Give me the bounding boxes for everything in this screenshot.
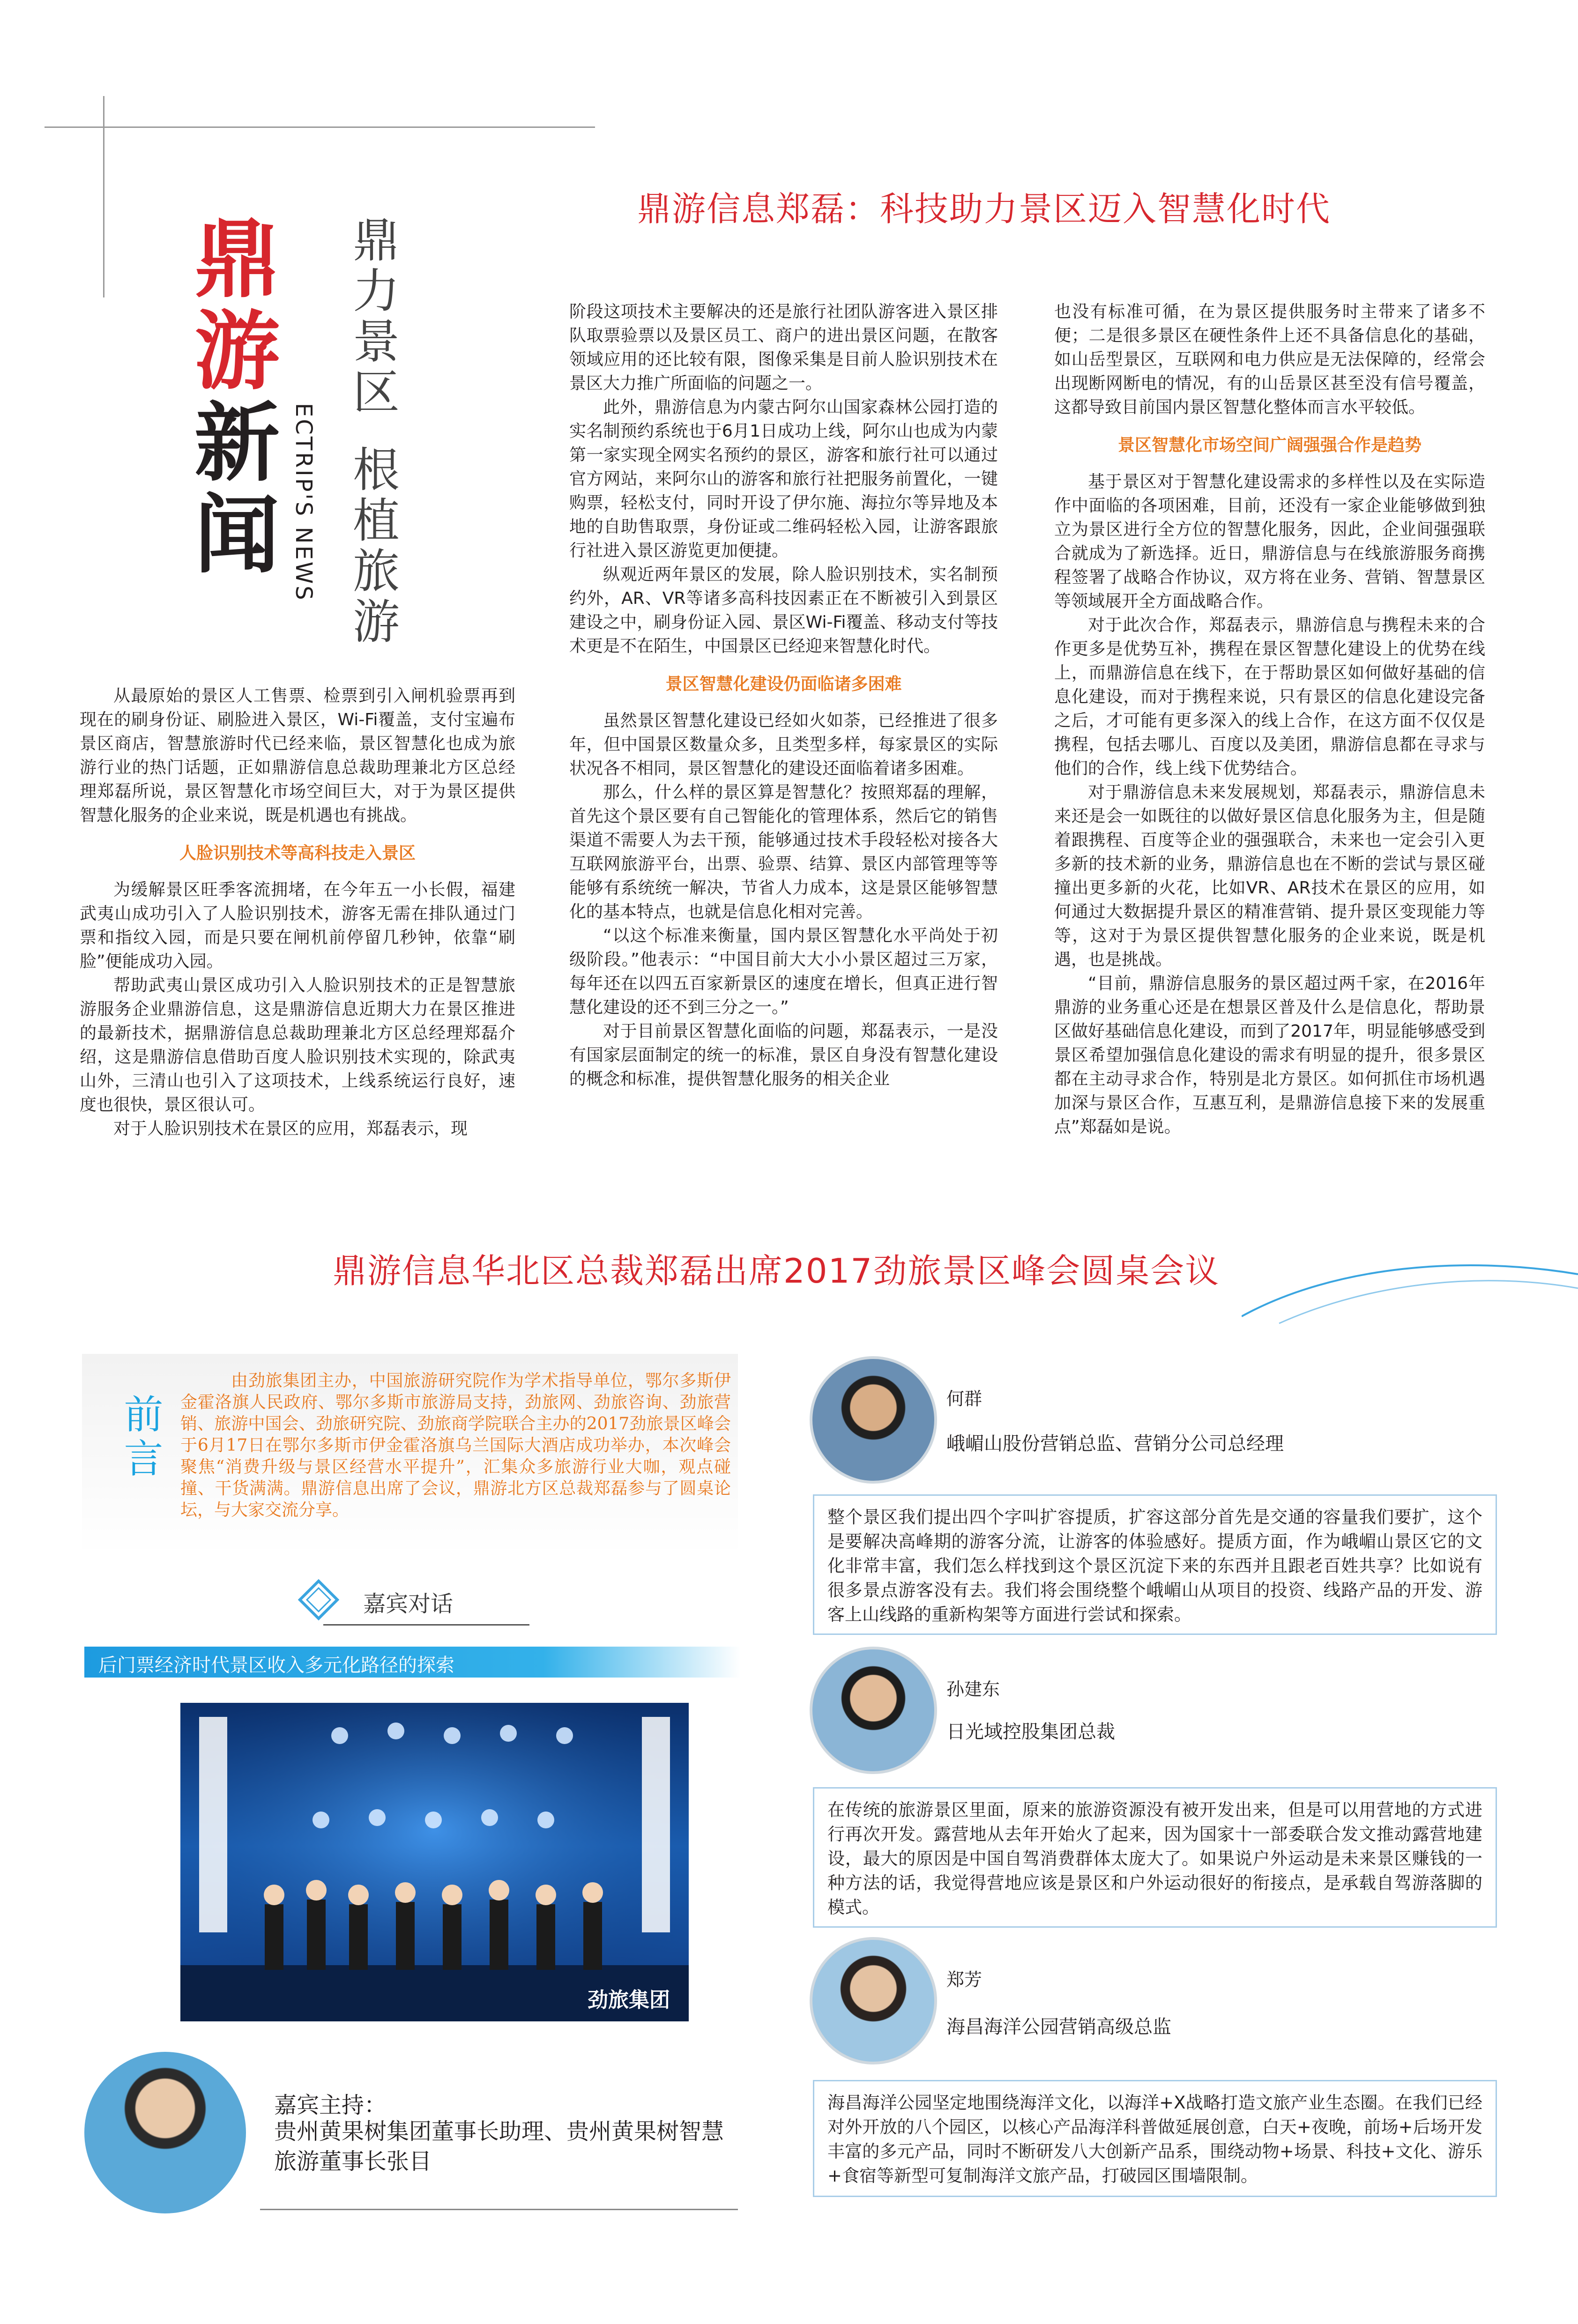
dialogue-label-wrap [276,1567,539,1628]
speaker-quote: 整个景区我们提出四个字叫扩容提质，扩容这部分首先是交通的容量我们要扩，这个是要解决高峰期的游客分流，让游客的体验感好。提质方面，作为峨嵋山景区它的文化非常丰富，我们怎么样找到这个景区沉淀下来的东西并且跟老百姓共享？比如说有很多景点游客没有去。我们将会围绕整个峨嵋山从项目的投资、线路产品的开发、游客上山线路的重新构架等方面进行尝试和探索。 [813,1494,1497,1635]
section-heading: 人脸识别技术等高科技走入景区 [179,844,416,863]
paragraph: 纵观近两年景区的发展，除人脸识别技术，实名制预约外，AR、VR等诸多高科技因素正在不断被引入到景区建设之中，刷身份证入园、景区Wi-Fi覆盖、移动支付等技术更是不在陌生，中国景区已经迎来智慧化时代。 [569,565,998,656]
paragraph: 对于此次合作，郑磊表示，鼎游信息与携程未来的合作更多是优势互补，携程在景区智慧化建设上的优势在线上，而鼎游信息在线下，在于帮助景区如何做好基础的信息化建设，而对于携程来说，只有景区的信息化建设完备之后，才可能有更多深入的线上合作，在这方面不仅仅是携程，包括去哪儿、百度以及美团，鼎游信息都在寻求与他们的合作，线上线下优势结合。 [1054,616,1485,778]
speaker-name: 孙建东 [946,1679,1000,1700]
speaker-avatar [810,1937,937,2064]
decorative-wave-icon [1242,1246,1578,1330]
masthead-vline [103,96,104,297]
masthead-hline [45,126,595,128]
paragraph: 那么，什么样的景区算是智慧化？按照郑磊的理解，首先这个景区要有自己智能化的管理体系，然后它的销售渠道不需要人为去干预，能够通过技术手段轻松对接各大互联网旅游平台，出票、验票、结算、景区内部管理等等能够有系统统一解决，节省人力成本，这是景区能够智慧化的基本特点，也就是信息化相对完善。 [569,783,998,921]
article1-column-2 [569,300,998,1091]
host-label: 嘉宾主持： [274,2092,387,2118]
paragraph: “以这个标准来衡量，国内景区智慧化水平尚处于初级阶段。”他表示：“中国目前大大小小景区超过三万家，每年还在以四五百家新景区的速度在增长，但真正进行智慧化建设的还不到三分之一。” [569,926,998,1017]
paragraph: “目前，鼎游信息服务的景区超过两千家，在2016年鼎游的业务重心还是在想景区普及什么是信息化，帮助景区做好基础信息化建设，而到了2017年，明显能够感受到景区希望加强信息化建设的需求有明显的提升，很多景区都在主动寻求合作，特别是北方景区。如何抓住市场机遇加深与景区合作，互惠互利，是鼎游信息接下来的发展重点”郑磊如是说。 [1054,974,1485,1136]
section-heading: 景区智慧化市场空间广阔强强合作是趋势 [1117,436,1422,455]
section-heading: 景区智慧化建设仍面临诸多困难 [665,675,902,694]
paragraph: 此外，鼎游信息为内蒙古阿尔山国家森林公园打造的实名制预约系统也于6月1日成功上线，阿尔山也成为内蒙第一家实现全网实名预约的景区，游客和旅行社可以通过官方网站，来阿尔山的游客和旅行社把服务前置化，一键购票，轻松支付，同时开设了伊尔施、海拉尔等异地及本地的自助售取票，身份证或二维码轻松入园，让游客跟旅行社进入景区游览更加便捷。 [569,398,998,560]
paragraph: 对于鼎游信息未来发展规划，郑磊表示，鼎游信息未来还是会一如既往的以做好景区信息化服务为主，但是随着跟携程、百度等企业的强强联合，未来也一定会引入更多新的技术新的业务，鼎游信息也在不断的尝试与景区碰撞出更多新的火花，比如VR、AR技术在景区的应用，如何通过大数据提升景区的精准营销、提升景区变现能力等等，这对于为景区提供智慧化服务的企业来说，既是机遇，也是挑战。 [1054,783,1485,969]
speaker-name: 郑芳 [946,1969,983,1990]
speaker-avatar [810,1356,937,1484]
preface-label: 前言 [118,1394,164,1482]
paragraph: 为缓解景区旺季客流拥堵，在今年五一小长假，福建武夷山成功引入了人脸识别技术，游客无需在排队通过门票和指纹入园，而是只要在闸机前停留几秒钟，依靠“刷脸”便能成功入园。 [80,880,515,971]
dialogue-label: 嘉宾对话 [363,1591,454,1617]
article1-title: 鼎游信息郑磊：科技助力景区迈入智慧化时代 [637,189,1331,229]
masthead-slogan-1: 鼎力景区 [345,215,400,418]
masthead-brand [194,209,288,585]
photo-logo: 劲旅集团 [588,1988,670,2012]
article1-column-1 [80,684,515,1141]
speaker-quote: 在传统的旅游景区里面，原来的旅游资源没有被开发出来，但是可以用营地的方式进行再次开发。露营地从去年开始火了起来，因为国家十一部委联合发文推动露营地建设，最大的原因是中国自驾消费群体太庞大了。如果说户外运动是未来景区赚钱的一种方法的话，我觉得营地应该是景区和户外运动很好的衔接点，是承载自驾游落脚的模式。 [813,1787,1497,1928]
conference-photo [180,1703,689,2021]
preface-text: 由劲旅集团主办，中国旅游研究院作为学术指导单位，鄂尔多斯伊金霍洛旗人民政府、鄂尔多斯市旅游局支持，劲旅网、劲旅咨询、劲旅营销、旅游中国会、劲旅研究院、劲旅商学院联合主办的2017劲旅景区峰会于6月17日在鄂尔多斯市伊金霍洛旗乌兰国际大酒店成功举办，本次峰会聚焦“消费升级与景区经营水平提升”，汇集众多旅游行业大咖，观点碰撞、干货满满。鼎游信息出席了会议，鼎游北方区总裁郑磊参与了圆桌论坛，与大家交流分享。 [180,1371,731,1520]
paragraph: 阶段这项技术主要解决的还是旅行社团队游客进入景区排队取票验票以及景区员工、商户的进出景区问题，在散客领域应用的还比较有限，图像采集是目前人脸识别技术在景区大力推广所面临的问题之一。 [569,302,998,393]
brand-char-3: 新 [194,393,280,493]
paragraph: 从最原始的景区人工售票、检票到引入闸机验票再到现在的刷身份证、刷脸进入景区，Wi-Fi覆盖，支付宝遍布景区商店，智慧旅游时代已经来临，景区智慧化也成为旅游行业的热门话题，正如鼎游信息总裁助理兼北方区总经理郑磊所说，景区智慧化市场空间巨大，对于为景区提供智慧化服务的企业来说，既是机遇也有挑战。 [80,686,515,825]
article2-title: 鼎游信息华北区总裁郑磊出席2017劲旅景区峰会圆桌会议 [333,1251,1220,1291]
stage-graphic-icon [180,1703,689,2021]
speaker-title: 日光域控股集团总裁 [946,1721,1115,1743]
topic-banner-text: 后门票经济时代景区收入多元化路径的探索 [98,1655,454,1676]
speaker-name: 何群 [946,1388,983,1409]
host-description: 贵州黄果树集团董事长助理、贵州黄果树智慧旅游董事长张目 [274,2118,724,2175]
speaker-quote: 海昌海洋公园坚定地围绕海洋文化，以海洋+X战略打造文旅产业生态圈。在我们已经对外开放的八个园区，以核心产品海洋科普做延展创意，白天+夜晚，前场+后场开发丰富的多元产品，同时不断研发八大创新产品系，围绕动物+场景、科技+文化、游乐+食宿等新型可复制海洋文旅产品，打破园区围墙限制。 [813,2080,1497,2197]
speaker-title: 海昌海洋公园营销高级总监 [946,2016,1171,2038]
host-avatar [84,2052,246,2213]
brand-char-4: 闻 [194,484,280,585]
paragraph: 对于目前景区智慧化面临的问题，郑磊表示，一是没有国家层面制定的统一的标准，景区自身没有智慧化建设的概念和标准，提供智慧化服务的相关企业 [569,1022,998,1089]
paragraph: 基于景区对于智慧化建设需求的多样性以及在实际造作中面临的各项困难，目前，还没有一家企业能够做到独立为景区进行全方位的智慧化服务，因此，企业间强强联合就成为了新选择。近日，鼎游信息与在线旅游服务商携程签署了战略合作协议，双方将在业务、营销、智慧景区等领域展开全方面战略合作。 [1054,472,1485,611]
speaker-title: 峨嵋山股份营销总监、营销分公司总经理 [946,1433,1284,1455]
paragraph: 对于人脸识别技术在景区的应用，郑磊表示，现 [113,1119,468,1138]
diamond-ornament-icon [286,1576,351,1623]
speaker-avatar [810,1647,937,1774]
brand-char-2: 游 [194,301,280,401]
article1-column-3 [1054,300,1485,1139]
brand-char-1: 鼎 [194,209,280,309]
paragraph: 也没有标准可循，在为景区提供服务时主带来了诸多不便；二是很多景区在硬性条件上还不具备信息化的基础，如山岳型景区，互联网和电力供应是无法保障的，经常会出现断网断电的情况，有的山岳景区甚至没有信号覆盖，这都导致目前国内景区智慧化整体而言水平较低。 [1054,302,1485,417]
paragraph: 虽然景区智慧化建设已经如火如荼，已经推进了很多年，但中国景区数量众多，且类型多样，每家景区的实际状况各不相同，景区智慧化的建设还面临着诸多困难。 [569,711,998,778]
paragraph: 帮助武夷山景区成功引入人脸识别技术的正是智慧旅游服务企业鼎游信息，这是鼎游信息近期大力在景区推进的最新技术，据鼎游信息总裁助理兼北方区总经理郑磊介绍，这是鼎游信息借助百度人脸识别技术实现的，除武夷山外，三清山也引入了这项技术，上线系统运行良好，速度也很快，景区很认可。 [80,976,515,1114]
masthead-slogan-2: 根植旅游 [345,445,400,647]
dialogue-underline [323,1624,529,1626]
topic-banner [84,1647,740,1678]
host-underline [260,2209,738,2210]
masthead-english: ECTRIP'S NEWS [290,403,317,602]
